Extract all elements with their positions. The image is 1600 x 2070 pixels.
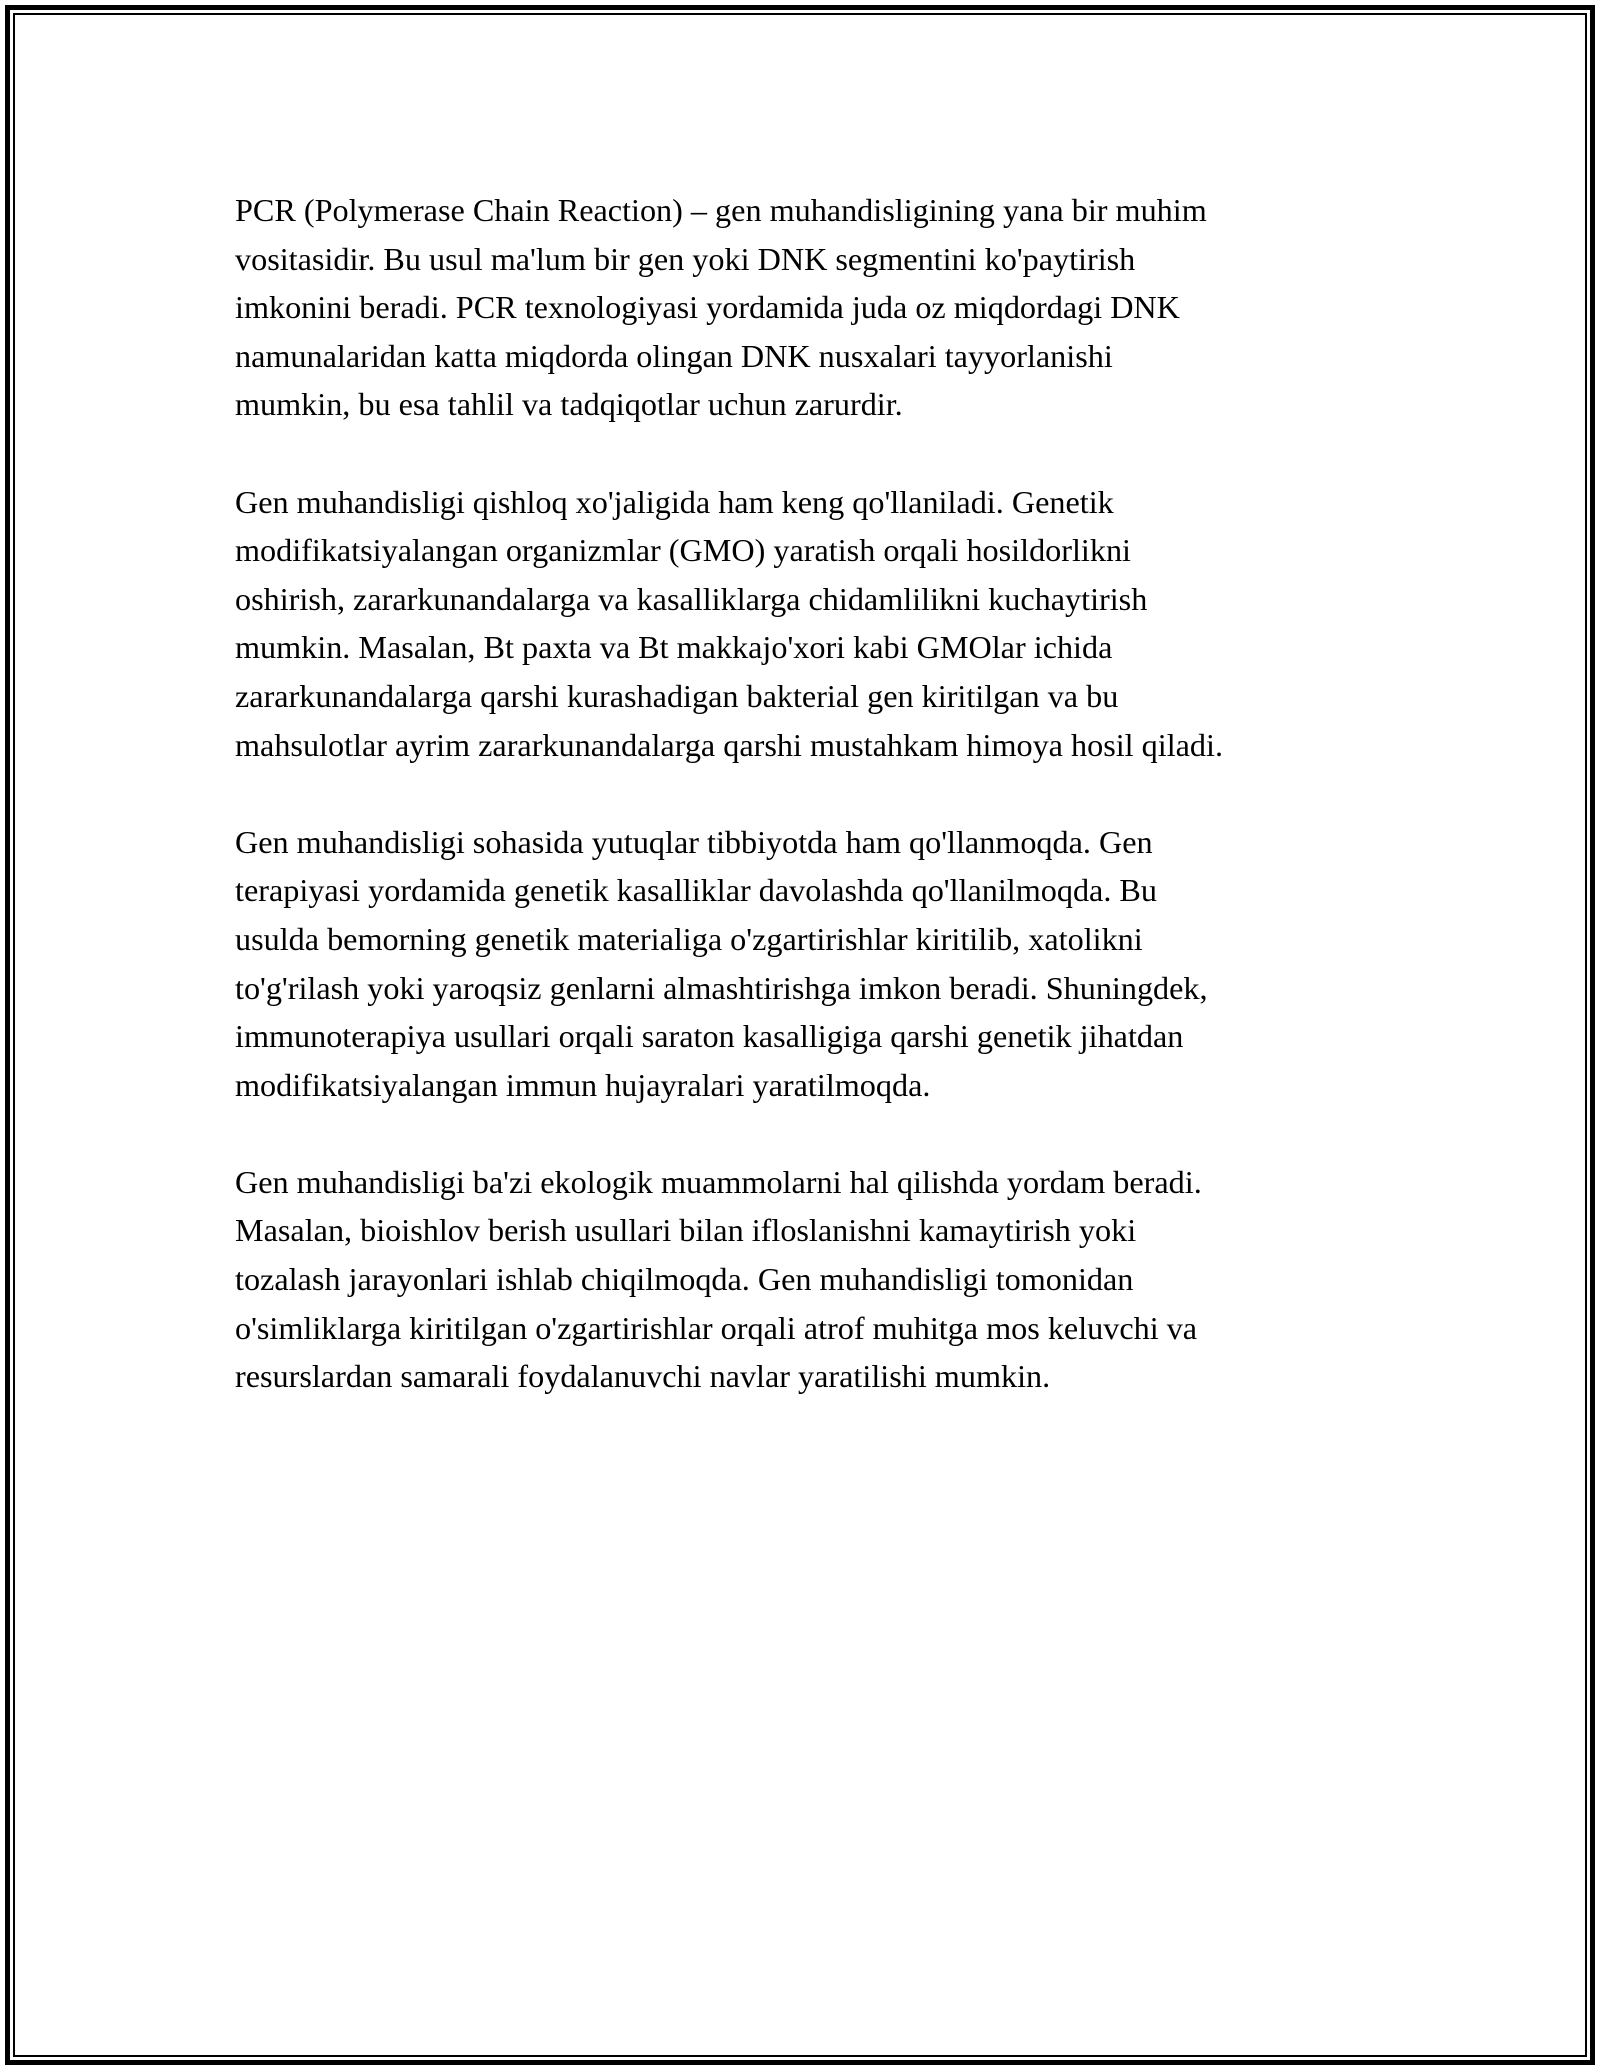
text-line: terapiyasi yordamida genetik kasalliklar davolashda qo'llanilmoqda. Bu [235, 872, 1157, 909]
text-line: Gen muhandisligi ba'zi ekologik muammolarni hal qilishda yordam beradi. [235, 1163, 1202, 1200]
text-line: modifikatsiyalangan immun hujayralari yaratilmoqda. [235, 1066, 931, 1103]
text-line: modifikatsiyalangan organizmlar (GMO) yaratish orqali hosildorlikni [235, 532, 1131, 569]
text-line: Gen muhandisligi qishloq xo'jaligida ham keng qo'llaniladi. Genetik [235, 483, 1114, 520]
text-line: mahsulotlar ayrim zararkunandalarga qarshi mustahkam himoya hosil qiladi. [235, 726, 1224, 763]
text-line: o'simliklarga kiritilgan o'zgartirishlar orqali atrof muhitga mos keluvchi va [235, 1309, 1198, 1346]
paragraph-ecology [235, 1158, 1385, 1401]
text-line: namunalaridan katta miqdorda olingan DNK nusxalari tayyorlanishi [235, 337, 1113, 374]
text-line: resurslardan samarali foydalanuvchi navlar yaratilishi mumkin. [235, 1358, 1051, 1395]
text-line: vositasidir. Bu usul ma'lum bir gen yoki DNK segmentini ko'paytirish [235, 240, 1136, 277]
text-line: oshirish, zararkunandalarga va kasalliklarga chidamlilikni kuchaytirish [235, 580, 1148, 617]
text-line: zararkunandalarga qarshi kurashadigan bakterial gen kiritilgan va bu [235, 677, 1119, 714]
paragraph-medicine [235, 818, 1385, 1110]
paragraph-agriculture [235, 478, 1385, 770]
text-line: mumkin. Masalan, Bt paxta va Bt makkajo'xori kabi GMOlar ichida [235, 629, 1113, 666]
text-line: to'g'rilash yoki yaroqsiz genlarni almashtirishga imkon beradi. Shuningdek, [235, 969, 1208, 1006]
text-line: imkonini beradi. PCR texnologiyasi yordamida juda oz miqdordagi DNK [235, 289, 1180, 326]
text-line: PCR (Polymerase Chain Reaction) – gen muhandisligining yana bir muhim [235, 192, 1207, 228]
text-line: immunoterapiya usullari orqali saraton kasalligiga qarshi genetik jihatdan [235, 1018, 1184, 1055]
document-body [235, 186, 1385, 1449]
text-line: Masalan, bioishlov berish usullari bilan ifloslanishni kamaytirish yoki [235, 1212, 1137, 1249]
paragraph-pcr [235, 186, 1385, 429]
text-line: Gen muhandisligi sohasida yutuqlar tibbiyotda ham qo'llanmoqda. Gen [235, 823, 1153, 860]
text-line: mumkin, bu esa tahlil va tadqiqotlar uchun zarurdir. [235, 386, 903, 423]
text-line: usulda bemorning genetik materialiga o'zgartirishlar kiritilib, xatolikni [235, 920, 1143, 957]
text-line: tozalash jarayonlari ishlab chiqilmoqda. Gen muhandisligi tomonidan [235, 1261, 1134, 1298]
